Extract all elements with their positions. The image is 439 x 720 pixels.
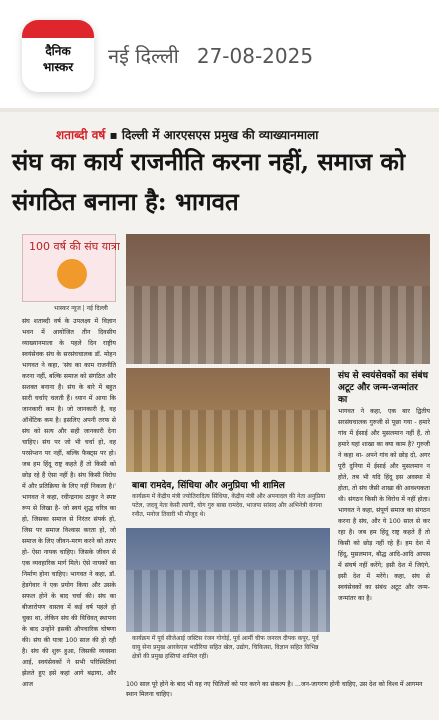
audience-photo [126,234,430,364]
story-headline: संघ का कार्य राजनीति करना नहीं, समाज को संगठित बनाना है: भागवत [12,147,406,216]
crowd-texture [126,570,330,632]
photo3-caption: कार्यक्रम में पूर्व सीजेआई जस्टिस रंजन गोगोई, पूर्व आर्मी चीफ जनरल दीपक कपूर, पूर्व वायु सेना प्रमुख आरकेएस भदौरिया सहित खेल, उद्योग, चिकित्सा, विज्ञान सहित विभिन्न क्षेत्रों की प्रमुख हस्तियां शामिल रहीं। [132,635,319,660]
crowd-texture [126,410,330,472]
kicker-topic: दिल्ली में आरएसएस प्रमुख की व्याख्यानमाला [121,128,319,142]
byline: भास्कर न्यूज | नई दिल्ली [54,305,108,312]
sidebar-story-text: भागवत ने कहा, एक बार द्वितीय सरसंघचालक गुरुजी से पूछा गया - हमारे गांव में ईसाई और मुसलमान नहीं हैं, तो हमारे यहां शाखा का क्या काम है? गुरुजी ने कहा था- अपने गांव को छोड़ दो, अगर पूरी दुनिया में ईसाई और मुसलमान न होते, तब भी यदि हिंदू इस अवस्था में होता, तो संघ जैसी शाखा की आवश्यकता थी। संगठन किसी के विरोध में नहीं होता। भागवत ने कहा, संपूर्ण समाज का संगठन करना है संघ, और ये 100 साल से कर रहा है। जब हम हिंदू राष्ट्र कहते हैं तो किसी को छोड़ नहीं रहे हैं। हम देश में हिंदू, मुसलमान, बौद्ध आदि-आदि आपस में संघर्ष नहीं करेंगे; इसी देश में जिएंगे, इसी देश में मरेंगे। कहा, संघ से स्वयंसेवकों का संबंध अटूट और जन्म-जन्मांतर का है। [338,408,430,602]
story-bottom-text: 100 साल पूरे होने के बाद भी वह नए चितिजों को पार करने का संकल्प है। ...जन-जागरण होनी चाहिए, उस देश को विश्व में आगमन स्थान मिलना चाहिए। [126,681,423,698]
photo2-caption-title: बाबा रामदेव, सिंधिया और अनुप्रिया भी शामिल [132,481,285,491]
series-panel [22,234,120,302]
guests-photo [126,528,330,632]
crowd-texture [126,286,430,364]
series-title: 100 वर्ष की संघ यात्रा [29,240,120,253]
logo-band [22,20,94,38]
story-left-column: संघ शताब्दी वर्ष के उपलक्ष्य में विज्ञान भवन में आयोजित तीन दिवसीय व्याख्यानमाला के पहले दिन राष्ट्रीय स्वयंसेवक संघ के सरसंघचालक डॉ. मोहन भागवत ने कहा, 'संघ का काम राजनीति करना नहीं, बल्कि समाज को संगठित और सशक्त बनाना है। संघ के बारे में बहुत सारी चर्चाएं चलती हैं। ध्यान में आया कि जानकारी कम है। जो जानकारी है, वह ऑथेंटिक कम है। इसलिए अपनी तरफ से संघ को सत्य और सही जानकारी देना चाहिए। संघ पर जो भी चर्चा हो, वह परसेप्शन पर नहीं, बल्कि फैक्ट्स पर हो। जब हम हिंदू राष्ट्र कहते हैं तो किसी को छोड़ रहे हैं ऐसा नहीं है। संघ किसी विरोध में और प्रतिक्रिया के लिए नहीं निकला है।' भागवत ने कहा, रवीन्द्रनाथ ठाकुर ने स्पष्ट रूप से लिखा है- जो स्वयं शुद्ध चरित्र का हो, जिसका समाज से निरंतर संपर्क हो, जिस पर समाज विश्वास करता हो, जो समाज के लिए जीवन-मरण करने को तत्पर हो- ऐसा नायक चाहिए। जिसके जीवन से एक व्यवहारिक मार्ग मिले। ऐसे नायकों का निर्माण होना चाहिए। भागवत ने कहा, डॉ. हेडगेवार ने एक प्रयोग किया और उसके सफल होने के बाद चर्चा की। संघ का बीजारोपण वास्तव में कई वर्ष पहले हो चुका था, लेकिन संघ की विधिवत् स्थापना के बाद उन्होंने इसकी औपचारिक घोषणा की। संघ की यात्रा 100 साल की हो रही है। संघ की शुरू हुआ, जिसकी व्यवस्था आई, स्वयंसेवकों ने सभी परिस्थितियां झेलते हुए इसे कहां आगे बढ़ाया, और आज [22,318,116,688]
dignitaries-photo [126,368,330,472]
sidebar-story-title: संघ से स्वयंसेवकों का संबंध अटूट और जन्म-जन्मांतर का [338,371,429,405]
edition-date: 27-08-2025 [196,44,314,68]
logo-line-2: भास्कर [42,60,74,74]
logo-line-1: दैनिक [45,44,71,58]
kicker-series: शताब्दी वर्ष [56,128,106,142]
edition-city: नई दिल्ली [108,44,179,68]
portrait-icon [57,259,87,289]
story-kicker: शताब्दी वर्ष ▪ दिल्ली में आरएसएस प्रमुख की व्याख्यानमाला [56,128,319,142]
app-header [0,0,439,108]
edition-meta [108,42,313,69]
photo2-caption: कार्यक्रम में केंद्रीय मंत्री ज्योतिरादित्य सिंधिया, केंद्रीय मंत्री और अपनादल की नेता अनुप्रिया पटेल, जदयू नेता केसी त्यागी, योग गुरु बाबा रामदेव, भाजपा सांसद और अभिनेत्री कंगना रनौत, मनोज तिवारी भी मौजूद थे। [132,493,326,518]
newspaper-logo[interactable] [22,20,94,92]
